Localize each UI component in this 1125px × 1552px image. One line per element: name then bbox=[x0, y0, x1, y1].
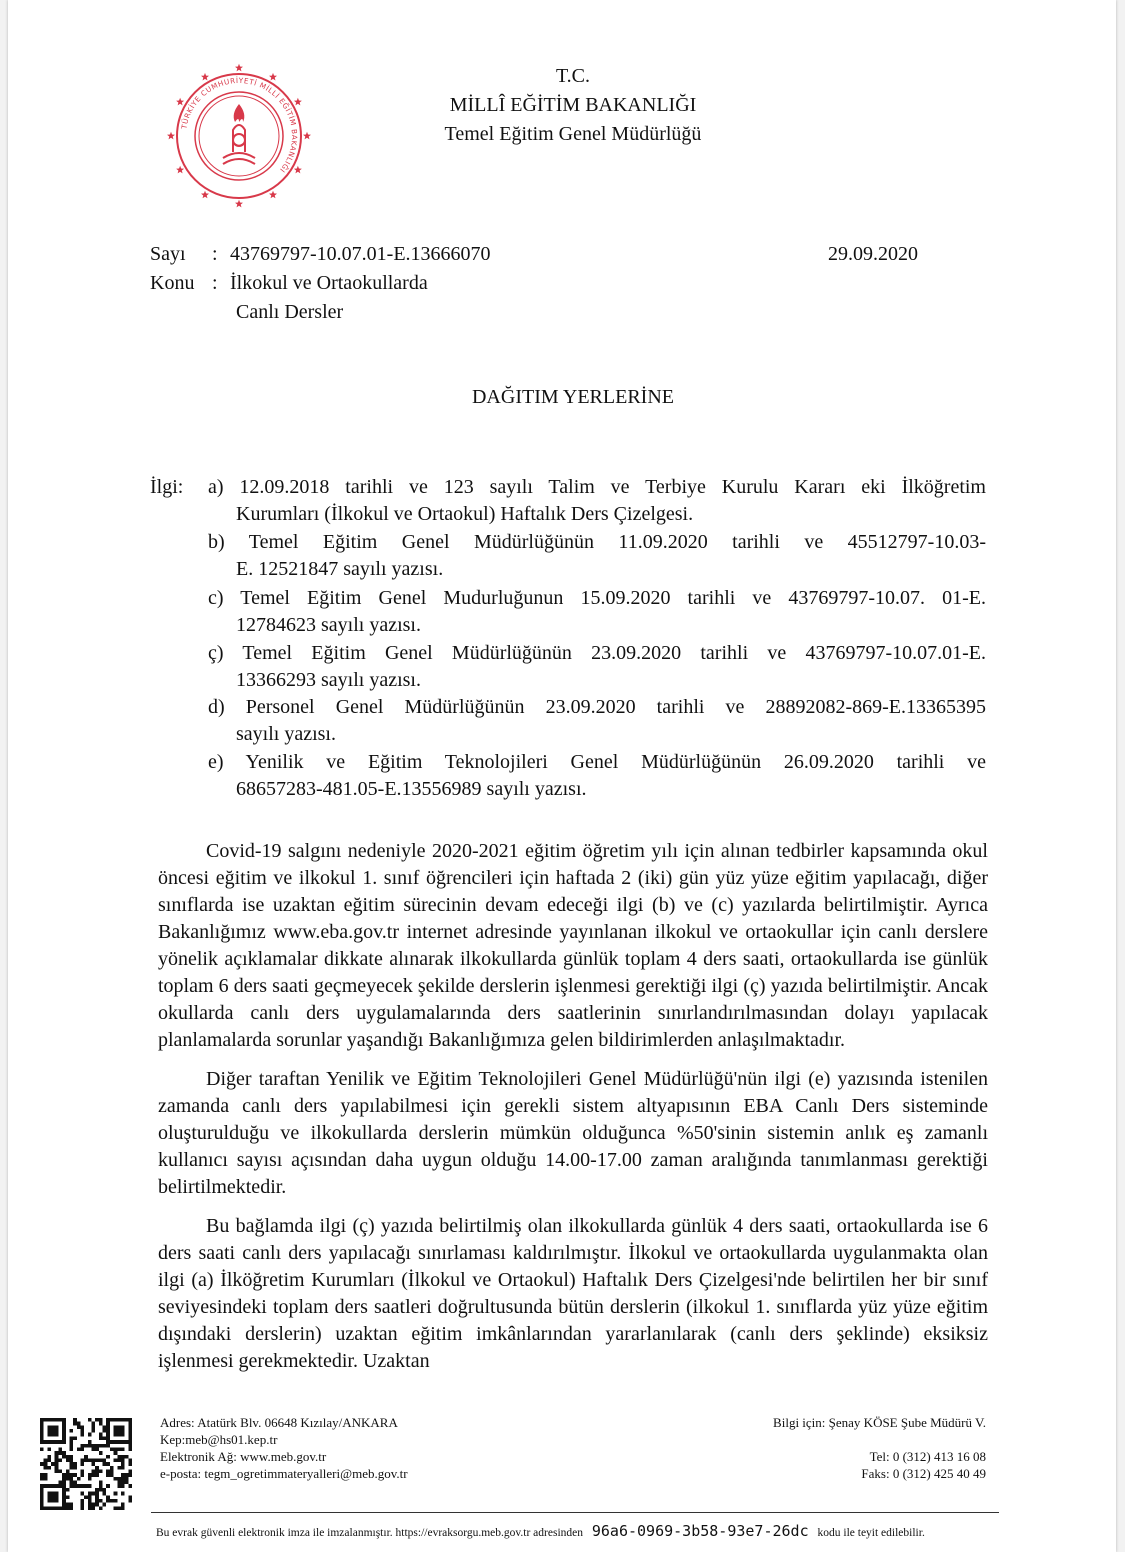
paragraph-3: Bu bağlamda ilgi (ç) yazıda belirtilmiş olan ilkokullarda günlük 4 ders saati, ortaokullarda ise 6 ders saati canlı ders yapılacağı sınırlaması kaldırılmıştır. İlkokul ve ortaokullarda uygulanmakta olan ilgi (a) İlköğretim Kurumları (İlkokul ve Ortaokul) Haftalık Ders Çizelgesi'nde belirtilen her bir sınıf seviyesindeki toplam ders saatleri doğrultusunda bütün derslerin (ilkokul 1. sınıflarda yüz yüze eğitim dışındaki derslerin) uzaktan eğitim imkânlarından yararlanılarak (canlı ders şeklinde) eksiksiz işlenmesi gerekmektedir. Uzaktan bbox=[158, 1215, 988, 1372]
document-date: 29.09.2020 bbox=[828, 243, 918, 265]
konu-line2: Canlı Dersler bbox=[236, 301, 344, 323]
seal-star-icon bbox=[167, 132, 175, 140]
reference-item: c) Temel Eğitim Genel Mudurluğunun 15.09.2020 tarihli ve 43769797-10.07. 01-E. 12784623 sayılı yazısı. bbox=[208, 587, 986, 636]
reference-item: b) Temel Eğitim Genel Müdürlüğünün 11.09.2020 tarihli ve 45512797-10.03- E. 12521847 sayılı yazısı. bbox=[208, 531, 986, 580]
ministry-seal-logo bbox=[163, 60, 315, 212]
footer-kep: Kep:meb@hs01.kep.tr bbox=[160, 1432, 278, 1447]
reference-item: ç) Temel Eğitim Genel Müdürlüğünün 23.09.2020 tarihli ve 43769797-10.07.01-E. 13366293 sayılı yazısı. bbox=[208, 642, 986, 691]
header-ministry: MİLLÎ EĞİTİM BAKANLIĞI bbox=[449, 94, 697, 116]
seal-star-icon bbox=[294, 98, 302, 106]
sayi-label: Sayı bbox=[150, 243, 186, 265]
seal-star-icon bbox=[269, 191, 277, 199]
footer-info-person: Bilgi için: Şenay KÖSE Şube Müdürü V. bbox=[773, 1415, 986, 1430]
footer-tel: Tel: 0 (312) 413 16 08 bbox=[869, 1449, 986, 1464]
document-footer bbox=[8, 1408, 1116, 1552]
footer-divider bbox=[151, 1512, 999, 1513]
letter-body bbox=[158, 838, 988, 1387]
seal-star-icon bbox=[235, 64, 243, 72]
seal-star-icon bbox=[176, 98, 184, 106]
footer-contact bbox=[160, 1414, 408, 1482]
reference-item: e) Yenilik ve Eğitim Teknolojileri Genel Müdürlüğünün 26.09.2020 tarihli ve 68657283-481.05-E.13556989 sayılı yazısı. bbox=[208, 751, 986, 800]
verify-prefix: Bu evrak güvenli elektronik imza ile imzalanmıştır. https://evraksorgu.meb.gov.tr adresinden bbox=[156, 1527, 583, 1539]
footer-email: e-posta: tegm_ogretimmateryalleri@meb.gov.tr bbox=[160, 1466, 408, 1481]
paragraph-2: Diğer taraftan Yenilik ve Eğitim Teknolojileri Genel Müdürlüğü'nün ilgi (e) yazısında istenilen zamanda canlı ders yapılabilmesi için gerekli sistem altyapısının EBA Canlı Ders sisteminde oluşturulduğu ve ilkokullarda derslerin mümkün olduğunca %50'sinin sistemin anlık eş zamanlı kullanıcı sayısı açısından daha uygun olduğu 14.00-17.00 zaman aralığında tanımlanması gerektiği belirtilmektedir. bbox=[158, 1068, 988, 1198]
references-intro: İlgi: bbox=[150, 476, 184, 498]
seal-star-icon bbox=[235, 200, 243, 208]
seal-star-icon bbox=[303, 132, 311, 140]
seal-star-icon bbox=[269, 73, 277, 81]
seal-star-icon bbox=[201, 73, 209, 81]
paragraph-1: Covid-19 salgını nedeniyle 2020-2021 eğitim öğretim yılı için alınan tedbirler kapsamında okul öncesi eğitim ve ilkokul 1. sınıf öğrencileri için haftada 2 (iki) gün yüz yüze eğitim yapılacağı, diğer sınıflarda ise uzaktan eğitim sürecinin devam edeceği ilgi (b) ve (c) yazılarda belirtilmiştir. Ayrıca Bakanlığımız www.eba.gov.tr internet adresinde yayınlanan ilkokul ve ortaokullar için canlı derslere yönelik açıklamalar dikkate alınarak ilkokullarda günlük toplam 4 ders saati, ortaokullarda ise günlük toplam 6 ders saati geçmeyecek şekilde derslerin işlenmesi gerektiği ilgi (ç) yazıda belirtilmiştir. Ancak okullarda canlı ders uygulamalarında ders saatlerinin sınırlandırılmasından dolayı yapılacak planlamalarda sorunlar yaşandığı Bakanlığımıza gelen bildirimlerden anlaşılmaktadır. bbox=[158, 840, 988, 1051]
qr-code-icon bbox=[40, 1418, 132, 1510]
seal-text: TÜRKİYE CUMHURİYETİ MİLLİ EĞİTİM BAKANLIĞI bbox=[179, 75, 300, 175]
sayi-value: 43769797-10.07.01-E.13666070 bbox=[230, 243, 491, 265]
seal-star-icon bbox=[201, 191, 209, 199]
header-directorate: Temel Eğitim Genel Müdürlüğü bbox=[444, 123, 702, 145]
konu-label: Konu bbox=[150, 272, 195, 294]
header-tc: T.C. bbox=[555, 65, 591, 87]
footer-web: Elektronik Ağ: www.meb.gov.tr bbox=[160, 1449, 327, 1464]
reference-item: a) 12.09.2018 tarihli ve 123 sayılı Talim ve Terbiye Kurulu Kararı eki İlköğretim Kurumları (İlkokul ve Ortaokul) Haftalık Ders Çizelgesi. bbox=[208, 476, 986, 525]
verify-suffix: kodu ile teyit edilebilir. bbox=[817, 1527, 925, 1539]
footer-address: Adres: Atatürk Blv. 06648 Kızılay/ANKARA bbox=[160, 1415, 398, 1430]
seal-star-icon bbox=[176, 166, 184, 174]
document-page bbox=[8, 0, 1116, 1552]
konu-line1: İlkokul ve Ortaokullarda bbox=[230, 272, 428, 294]
verify-code: 96a6-0969-3b58-93e7-26dc bbox=[591, 1522, 809, 1540]
document-header bbox=[388, 62, 758, 149]
reference-item: d) Personel Genel Müdürlüğünün 23.09.2020 tarihli ve 28892082-869-E.13365395 sayılı yazısı. bbox=[208, 696, 986, 745]
footer-fax: Faks: 0 (312) 425 40 49 bbox=[861, 1466, 986, 1481]
sayi-row: Sayı : 43769797-10.07.01-E.13666070 bbox=[150, 240, 491, 269]
konu-row: Konu : İlkokul ve Ortaokullarda bbox=[150, 269, 428, 298]
verification-line bbox=[156, 1522, 925, 1540]
addressee: DAĞITIM YERLERİNE bbox=[471, 386, 674, 408]
seal-star-icon bbox=[294, 166, 302, 174]
footer-info bbox=[738, 1414, 986, 1482]
